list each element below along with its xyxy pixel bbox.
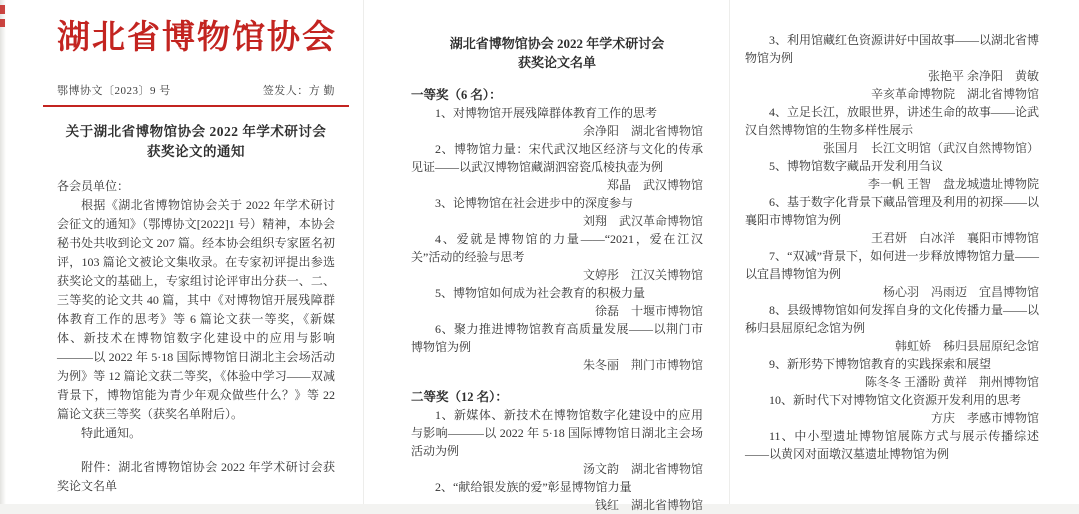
- paper-entry: [745, 301, 1039, 355]
- paper-entry: [745, 391, 1039, 427]
- paper-title: 9、新形势下博物馆教育的实践探索和展望: [769, 357, 992, 371]
- paper-title: 10、新时代下对博物馆文化资源开发利用的思考: [769, 393, 1022, 407]
- paper-authors: 方庆 孝感市博物馆: [930, 411, 1039, 425]
- paper-authors: 汤文韵 湖北省博物馆: [582, 462, 703, 476]
- award-list-title-line1: 湖北省博物馆协会 2022 年学术研讨会: [449, 36, 665, 51]
- doc-number: 鄂博协文〔2023〕9 号: [57, 85, 171, 97]
- paper-authors: 徐磊 十堰市博物馆: [594, 304, 703, 318]
- paper-entry: [745, 427, 1039, 463]
- paper-entry: [745, 157, 1039, 193]
- award-list-title: [411, 34, 703, 72]
- paper-title: 2、“献给银发族的爱”彰显博物馆力量: [435, 480, 632, 494]
- paper-title: 4、立足长江，放眼世界，讲述生命的故事——论武汉自然博物馆的生物多样性展示: [745, 105, 1040, 137]
- second-prize-list-part1: [411, 406, 703, 514]
- paper-title: 1、对博物馆开展残障群体教育工作的思考: [435, 106, 658, 120]
- paper-entry: [411, 406, 703, 478]
- paper-authors: 余净阳 湖北省博物馆: [582, 124, 703, 138]
- attachment-line: 附件：湖北省博物馆协会 2022 年学术研讨会获奖论文名单: [57, 460, 335, 493]
- paper-entry: [411, 230, 703, 284]
- paper-entry: [411, 104, 703, 140]
- second-prize-list-part2: [745, 31, 1039, 463]
- first-prize-heading: 一等奖（6 名）：: [411, 88, 502, 102]
- paper-entry: [745, 247, 1039, 301]
- paper-title: 3、利用馆藏红色资源讲好中国故事——以湖北省博物馆为例: [745, 33, 1040, 65]
- doc-meta-row: [57, 82, 335, 98]
- paper-entry: [411, 478, 703, 514]
- scan-artifact-red: [0, 19, 5, 27]
- award-list-title-line2: 获奖论文名单: [517, 55, 596, 70]
- notice-page: [0, 0, 363, 504]
- paper-authors: 韩虹娇 秭归县屈原纪念馆: [894, 339, 1039, 353]
- paper-entry: [411, 320, 703, 374]
- paper-authors: 张国月 长江文明馆（武汉自然博物馆）: [822, 141, 1039, 155]
- paper-authors: 辛亥革命博物院 湖北省博物馆: [870, 87, 1039, 101]
- paper-entry: [745, 193, 1039, 247]
- paper-authors: 郑晶 武汉博物馆: [606, 178, 703, 192]
- paper-title: 1、新媒体、新技术在博物馆数字化建设中的应用与影响———以 2022 年 5·18 国际博物馆日湖北主会场活动为例: [411, 408, 703, 458]
- red-divider: [43, 105, 349, 107]
- paper-entry: [745, 355, 1039, 391]
- paper-title: 8、县级博物馆如何发挥自身的文化传播力量——以秭归县屈原纪念馆为例: [745, 303, 1040, 335]
- paper-entry: [411, 194, 703, 230]
- paper-entry: [745, 103, 1039, 157]
- paper-title: 5、博物馆如何成为社会教育的积极力量: [435, 286, 646, 300]
- award-list-content-2: [730, 0, 1079, 463]
- second-prize-heading: 二等奖（12 名）：: [411, 390, 508, 404]
- paper-title: 6、聚力推进博物馆教育高质量发展——以荆门市博物馆为例: [411, 322, 703, 354]
- scan-edge-shade: [0, 0, 6, 504]
- paper-title: 4、爱就是博物馆的力量——“2021，爱在江汉关”活动的经验与思考: [411, 232, 703, 264]
- paper-authors: 钱红 湖北省博物馆: [594, 498, 703, 512]
- paper-title: 5、博物馆数字藏品开发利用刍议: [769, 159, 944, 173]
- masthead-title: 湖北省博物馆协会: [57, 20, 337, 56]
- paper-entry: [411, 284, 703, 320]
- notice-title: [57, 122, 335, 162]
- first-prize-list: [411, 104, 703, 374]
- paper-authors: 文婷彤 江汉关博物馆: [582, 268, 703, 282]
- salutation: 各会员单位：: [57, 179, 130, 193]
- notice-closing: 特此通知。: [81, 426, 142, 440]
- notice-title-line2: 获奖论文的通知: [147, 144, 245, 159]
- award-list-page-2: [729, 0, 1079, 504]
- paper-title: 3、论博物馆在社会进步中的深度参与: [435, 196, 634, 210]
- paper-authors: 刘翔 武汉革命博物馆: [582, 214, 703, 228]
- award-list-page-1: [363, 0, 730, 512]
- paper-title: 7、“双减”背景下，如何进一步释放博物馆力量——以宜昌博物馆为例: [745, 249, 1039, 281]
- paper-authors: 张艳平 余净阳 黄敏: [927, 69, 1039, 83]
- award-list-content-1: [364, 0, 730, 514]
- issuer-name: 签发人：方 勤: [262, 85, 335, 97]
- notice-content: [0, 16, 363, 496]
- paper-authors: 李一帆 王智 盘龙城遗址博物院: [867, 177, 1039, 191]
- notice-body: 根据《湖北省博物馆协会关于 2022 年学术研讨会征文的通知》（鄂博协文[2022]1 号）精神，本协会秘书处共收到论文 207 篇。经本协会组织专家匿名初评，103 篇论文被论文集收录。在专家初评提出参选获奖论文的基础上，专家组讨论评审出分获一、二、三等奖的论文共 40 篇，其中《对博物馆开展残障群体教育工作的思考》等 6 篇论文获一等奖，《新媒体、新技术在博物馆数字化建设中的应用与影响———以 2022 年 5·18 国际博物馆日湖北主会场活动为例》等 12 篇论文获二等奖，《体验中学习——双减背景下，博物馆能为青少年观众做些什么？》等 22 篇论文获三等奖（获奖名单附后）。: [57, 198, 335, 421]
- paper-authors: 杨心羽 冯雨迈 宜昌博物馆: [882, 285, 1039, 299]
- paper-entry: [745, 31, 1039, 103]
- paper-title: 2、博物馆力量：宋代武汉地区经济与文化的传承见证——以武汉博物馆藏湖泗窑瓷瓜棱执壶为例: [411, 142, 703, 174]
- notice-title-line1: 关于湖北省博物馆协会 2022 年学术研讨会: [65, 124, 327, 139]
- paper-entry: [411, 140, 703, 194]
- scan-artifact-red: [0, 5, 5, 14]
- paper-title: 11、中小型遗址博物馆展陈方式与展示传播综述——以黄冈对面墩汉墓遗址博物馆为例: [745, 429, 1039, 461]
- paper-authors: 朱冬丽 荆门市博物馆: [582, 358, 703, 372]
- paper-title: 6、基于数字化背景下藏品管理及利用的初探——以襄阳市博物馆为例: [745, 195, 1040, 227]
- paper-authors: 陈冬冬 王潘盼 黄祥 荆州博物馆: [864, 375, 1039, 389]
- paper-authors: 王君妍 白冰洋 襄阳市博物馆: [870, 231, 1039, 245]
